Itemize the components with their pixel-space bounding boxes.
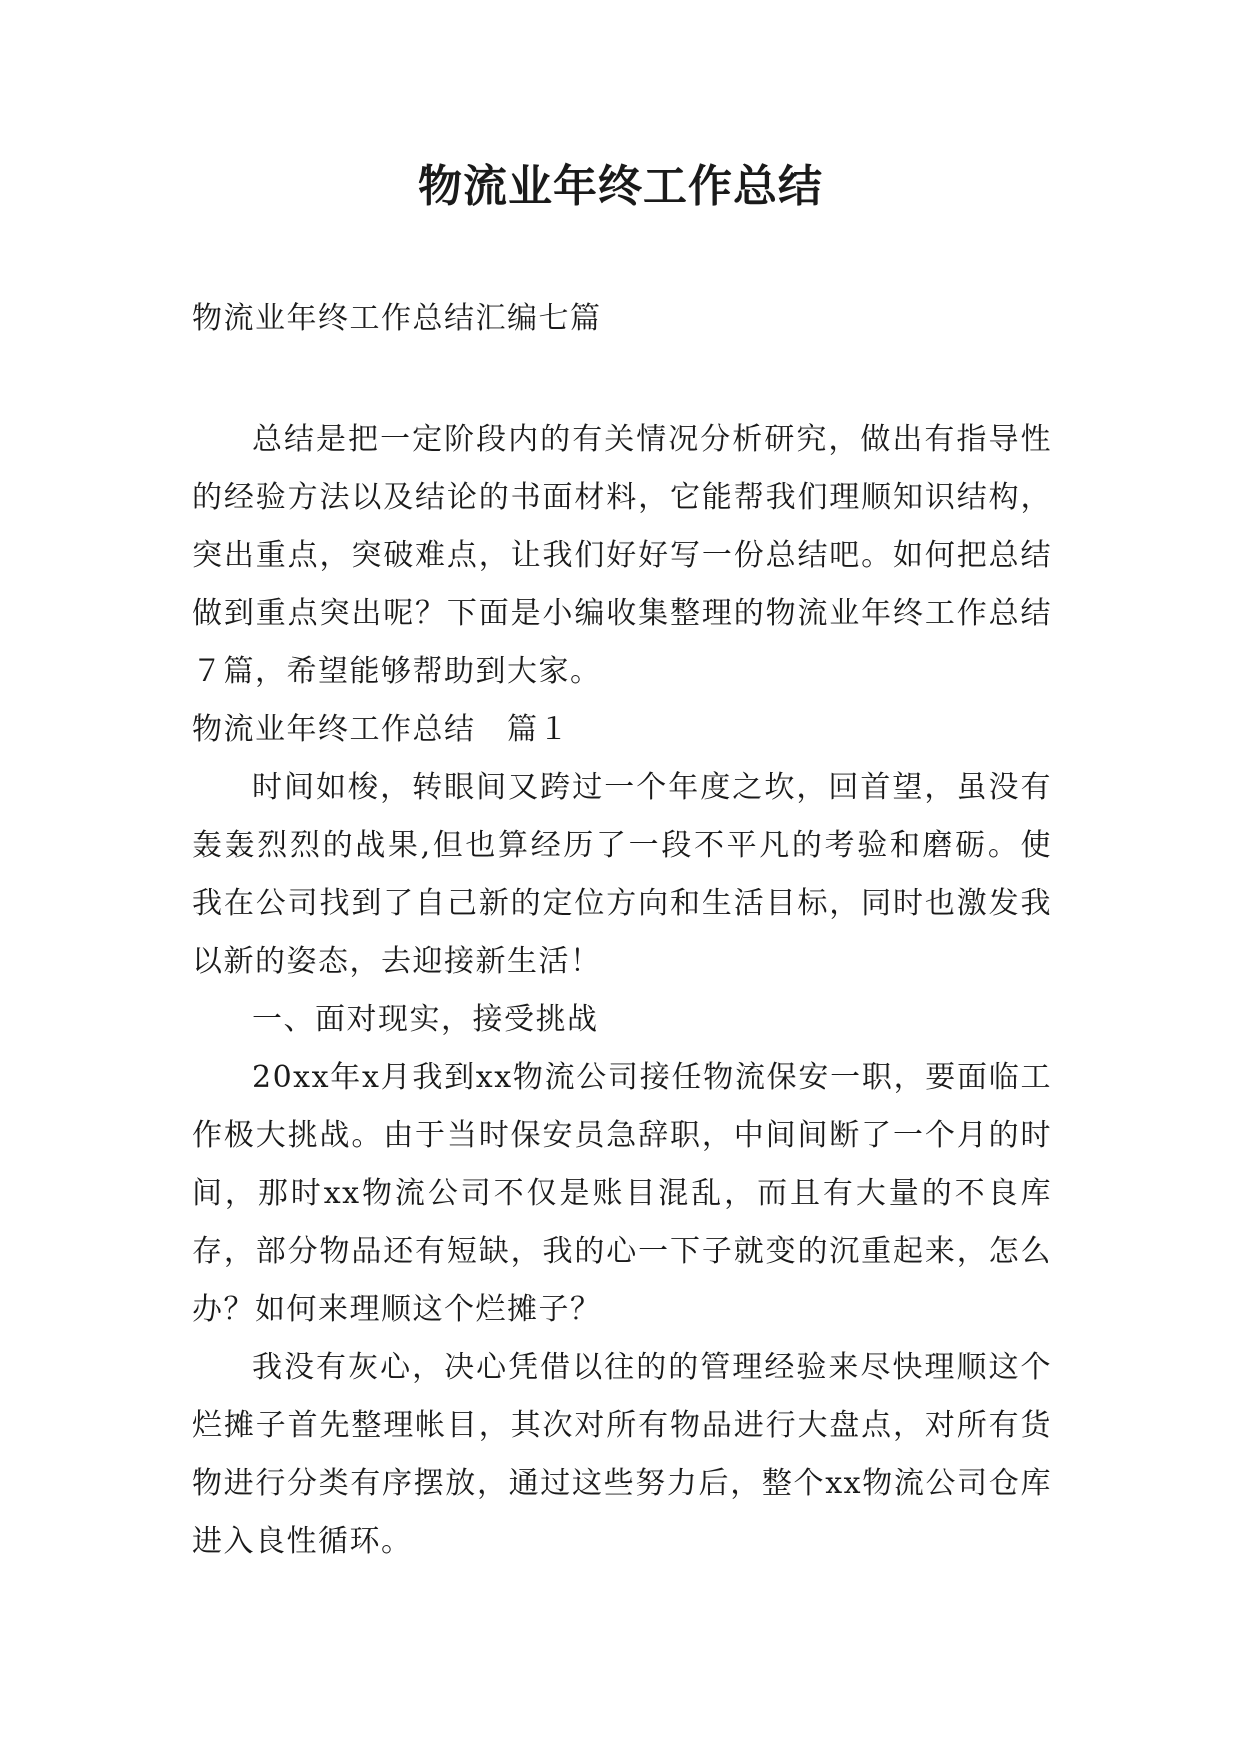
document-subtitle: 物流业年终工作总结汇编七篇 xyxy=(192,301,602,336)
sub-heading: 一、面对现实，接受挑战 xyxy=(252,1002,599,1037)
document-title: 物流业年终工作总结 xyxy=(418,161,823,212)
document-body xyxy=(192,411,1052,1571)
section-heading: 物流业年终工作总结 篇１ xyxy=(192,712,570,747)
body-paragraph: 时间如梭，转眼间又跨过一个年度之坎，回首望，虽没有轰轰烈烈的战果,但也算经历了一段不平凡的考验和磨砺。使我在公司找到了自己新的定位方向和生活目标，同时也激发我以新的姿态，去迎接新生活！ xyxy=(192,770,1052,979)
intro-paragraph: 总结是把一定阶段内的有关情况分析研究，做出有指导性的经验方法以及结论的书面材料，它能帮我们理顺知识结构，突出重点，突破难点，让我们好好写一份总结吧。如何把总结做到重点突出呢？下面是小编收集整理的物流业年终工作总结７篇，希望能够帮助到大家。 xyxy=(192,422,1052,689)
body-paragraph: 我没有灰心，决心凭借以往的的管理经验来尽快理顺这个烂摊子首先整理帐目，其次对所有物品进行大盘点，对所有货物进行分类有序摆放，通过这些努力后，整个xx物流公司仓库进入良性循环。 xyxy=(192,1350,1052,1559)
body-paragraph: 20xx年x月我到xx物流公司接任物流保安一职，要面临工作极大挑战。由于当时保安员急辞职，中间间断了一个月的时间，那时xx物流公司不仅是账目混乱，而且有大量的不良库存，部分物品还有短缺，我的心一下子就变的沉重起来，怎么办？如何来理顺这个烂摊子？ xyxy=(192,1060,1052,1327)
